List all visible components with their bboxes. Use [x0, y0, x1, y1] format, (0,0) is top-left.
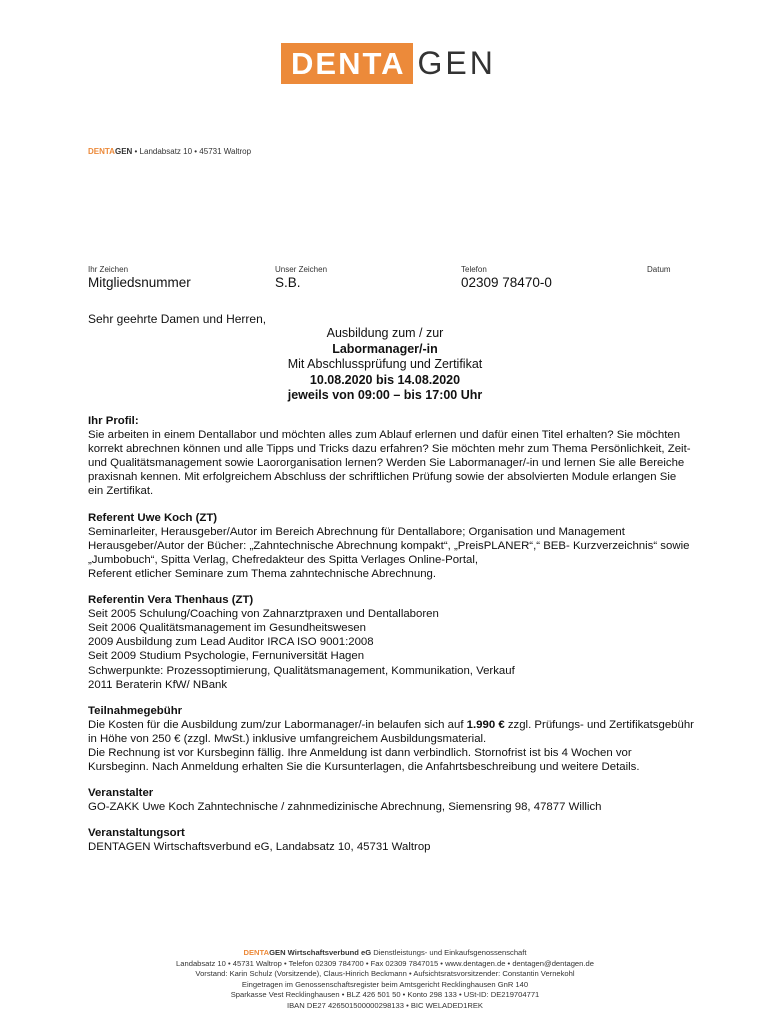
sender-line — [88, 147, 251, 156]
course-dates: 10.08.2020 bis 14.08.2020 — [309, 372, 461, 387]
veranstalter-heading: Veranstalter — [88, 787, 154, 800]
referentin-line: Seit 2005 Schulung/Coaching von Zahnarztpraxen und Dentallaboren — [88, 608, 439, 621]
sender-brand-gen: GEN — [114, 147, 133, 156]
telefon-label: Telefon — [461, 265, 487, 274]
footer-line-2: Landabsatz 10 • 45731 Waltrop • Telefon 02309 784700 • Fax 02309 7847015 • www.dentagen.de • dentagen@dentagen.de — [176, 958, 594, 968]
referentin-line: Schwerpunkte: Prozessoptimierung, Qualitätsmanagement, Kommunikation, Verkauf — [88, 664, 515, 677]
footer-line-4: Eingetragen im Genossenschaftsregister beim Amtsgericht Recklinghausen GnR 140 — [241, 979, 529, 989]
logo-part-denta: DENTA — [281, 43, 413, 84]
salutation: Sehr geehrte Damen und Herren, — [88, 312, 267, 326]
footer-line-5: Sparkasse Vest Recklinghausen • BLZ 426 501 50 • Konto 298 133 • USt-ID: DE219704771 — [230, 990, 540, 1000]
course-times: jeweils von 09:00 – bis 17:00 Uhr — [287, 388, 483, 402]
gebuehr-text — [88, 718, 694, 746]
ihr-zeichen-label: Ihr Zeichen — [88, 265, 129, 274]
referentin-line: Seit 2006 Qualitätsmanagement im Gesundheitswesen — [88, 622, 366, 635]
referentin-line: Seit 2009 Studium Psychologie, Fernuniversität Hagen — [88, 650, 365, 663]
veranstalter-text: GO-ZAKK Uwe Koch Zahntechnische / zahnmedizinische Abrechnung, Siemensring 98, 47877 Willich — [88, 801, 602, 814]
gebuehr-text-before: Die Kosten für die Ausbildung zum/zur Labormanager/-in belaufen sich auf — [88, 718, 467, 731]
company-logo — [281, 43, 496, 84]
unser-zeichen-value: S.B. — [275, 275, 301, 290]
letter-footer — [80, 948, 690, 1012]
profil-text: Sie arbeiten in einem Dentallabor und möchten alles zum Ablauf erlernen und dafür einen Titel erhalten? Sie möchten korrekt abrechnen können und alle Tipps und Tricks dazu erfahren? Sie möchten mehr zum Thema Persönlichkeit, Zeit- und Qualitätsmanagement sowie Laororganisation lernen? Werden Sie Labormanager/-in und lernen Sie alle Bereiche praxisnah kennen. Mit erfolgreichem Abschluss der schriftlichen Prüfung sowie der absolvierten Module erlangen Sie ein Zertifikat. — [88, 429, 691, 498]
section-gebuehr — [88, 704, 694, 774]
referent-heading: Referent Uwe Koch (ZT) — [88, 511, 218, 524]
footer-line-6: IBAN DE27 426501500000298133 • BIC WELADED1REK — [287, 1000, 483, 1010]
ihr-zeichen-value: Mitgliedsnummer — [88, 275, 191, 290]
footer-brand-denta: DENTA — [243, 948, 270, 957]
gebuehr-heading: Teilnahmegebühr — [88, 704, 183, 717]
section-referentin — [88, 593, 694, 692]
gebuehr-text-after: zzgl. Prüfungs- und Zertifikatsgebühr in Höhe von 250 € (zzgl. MwSt.) inklusive umfangreichem Ausbildungsmaterial. — [88, 718, 694, 745]
ort-heading: Veranstaltungsort — [88, 827, 185, 840]
footer-line-3: Vorstand: Karin Schulz (Vorsitzende), Claus-Hinrich Beckmann • Aufsichtsratsvorsitzender: Constantin Vernekohl — [195, 969, 575, 979]
logo-part-gen: GEN — [417, 45, 496, 81]
unser-zeichen-label: Unser Zeichen — [275, 265, 328, 274]
section-profil — [88, 414, 694, 499]
referent-line-2: Herausgeber/Autor der Bücher: „Zahntechnische Abrechnung kompakt“, „PreisPLANER“,“ BEB- Kurzverzeichnis“ sowie „Jumbobuch“, Spitta Verlag, Chefredakteur des Spitta Verlages Online-Portal, — [88, 539, 690, 566]
sender-brand-denta: DENTA — [88, 147, 115, 156]
footer-line-1 — [80, 948, 690, 959]
telefon-value: 02309 78470-0 — [461, 275, 552, 290]
section-veranstalter — [88, 786, 694, 814]
referent-line-1: Seminarleiter, Herausgeber/Autor im Bereich Abrechnung für Dentallabore; Organisation und Management — [88, 525, 625, 538]
letter-body — [88, 414, 694, 867]
course-title-block — [88, 326, 682, 404]
section-referent — [88, 511, 694, 581]
title-line-3: Mit Abschlussprüfung und Zertifikat — [287, 357, 483, 371]
gebuehr-amount: 1.990 € — [466, 718, 505, 731]
ort-text: DENTAGEN Wirtschaftsverbund eG, Landabsatz 10, 45731 Waltrop — [88, 841, 431, 854]
datum-label: Datum — [647, 265, 671, 274]
referentin-heading: Referentin Vera Thenhaus (ZT) — [88, 594, 254, 607]
profil-heading: Ihr Profil: — [88, 415, 139, 427]
gebuehr-text-2: Die Rechnung ist vor Kursbeginn fällig. Ihre Anmeldung ist dann verbindlich. Stornofrist ist bis 4 Wochen vor Kursbeginn. Nach Anmeldung erhalten Sie die Kursunterlagen, die Anfahrtsbeschreibung und weitere Details. — [88, 746, 640, 774]
referentin-line: 2009 Ausbildung zum Lead Auditor IRCA ISO 9001:2008 — [88, 636, 374, 649]
referentin-line: 2011 Beraterin KfW/ NBank — [88, 678, 228, 691]
title-line-2: Labormanager/-in — [332, 341, 438, 356]
title-line-1: Ausbildung zum / zur — [326, 326, 444, 340]
referent-line-3: Referent etlicher Seminare zum Thema zahntechnische Abrechnung. — [88, 567, 437, 580]
footer-line-1-rest: Dienstleistungs- und Einkaufsgenossenschaft — [371, 948, 527, 957]
sender-address: • Landabsatz 10 • 45731 Waltrop — [132, 147, 252, 156]
section-ort — [88, 826, 694, 854]
footer-brand-gen: GEN Wirtschaftsverbund eG — [269, 948, 372, 957]
